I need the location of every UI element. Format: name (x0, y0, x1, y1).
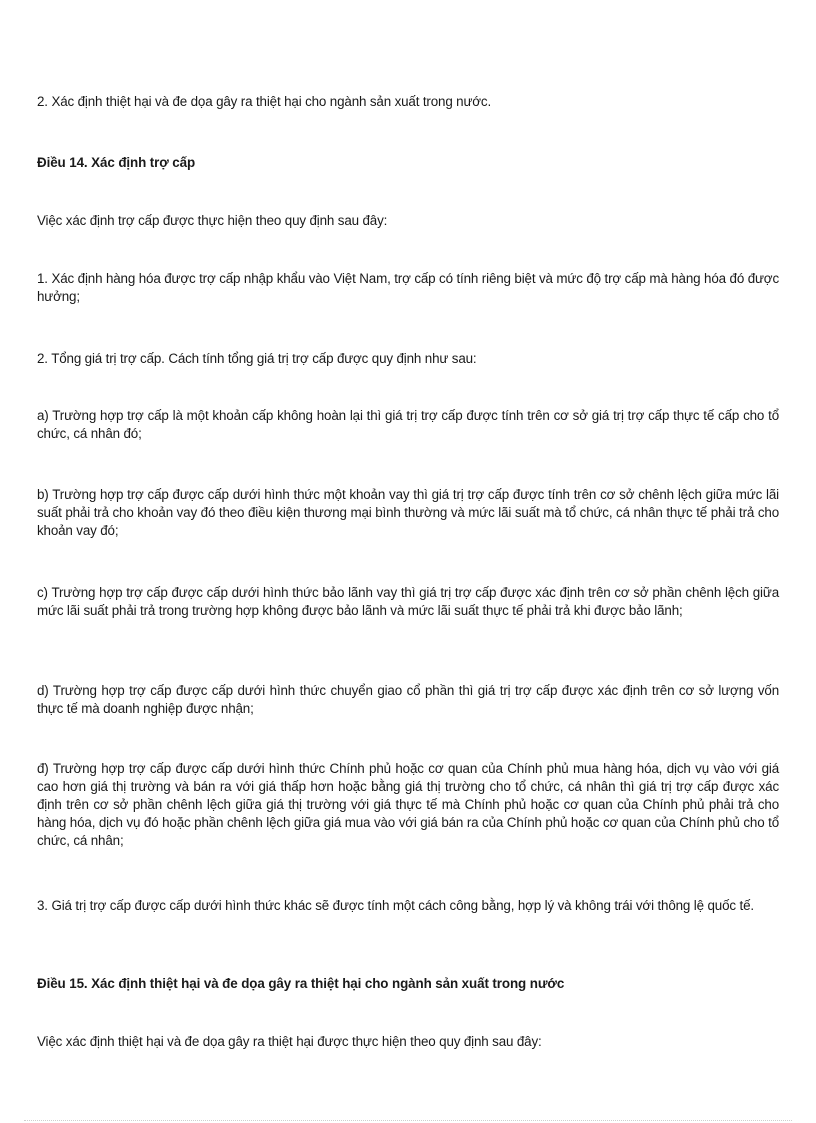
paragraph-item-2: 2. Xác định thiệt hại và đe dọa gây ra thiệt hại cho ngành sản xuất trong nước. (37, 94, 492, 109)
paragraph-point-a: a) Trường hợp trợ cấp là một khoản cấp không hoàn lại thì giá trị trợ cấp được tính trên cơ sở giá trị trợ cấp thực tế cấp cho tổ chức, cá nhân đó; (37, 408, 779, 441)
paragraph-point-b: b) Trường hợp trợ cấp được cấp dưới hình thức một khoản vay thì giá trị trợ cấp được tính trên cơ sở chênh lệch giữa mức lãi suất phải trả cho khoản vay đó theo điều kiện thương mại bình thường và mức lãi suất mà tổ chức, cá nhân thực tế phải trả cho khoản vay đó; (37, 487, 779, 538)
paragraph-article-15-intro: Việc xác định thiệt hại và đe dọa gây ra thiệt hại được thực hiện theo quy định sau đây: (37, 1034, 542, 1049)
page-bottom-divider (24, 1120, 792, 1121)
paragraph-point-d: d) Trường hợp trợ cấp được cấp dưới hình thức chuyển giao cổ phần thì giá trị trợ cấp được xác định trên cơ sở lượng vốn thực tế mà doanh nghiệp được nhận; (37, 683, 779, 716)
paragraph-item-1: 1. Xác định hàng hóa được trợ cấp nhập khẩu vào Việt Nam, trợ cấp có tính riêng biệt và mức độ trợ cấp mà hàng hóa đó được hưởng; (37, 271, 779, 304)
paragraph-item-2-total: 2. Tổng giá trị trợ cấp. Cách tính tổng giá trị trợ cấp được quy định như sau: (37, 351, 477, 366)
paragraph-item-3: 3. Giá trị trợ cấp được cấp dưới hình thức khác sẽ được tính một cách công bằng, hợp lý và không trái với thông lệ quốc tế. (37, 898, 754, 913)
paragraph-intro: Việc xác định trợ cấp được thực hiện theo quy định sau đây: (37, 213, 388, 228)
paragraph-point-dd: đ) Trường hợp trợ cấp được cấp dưới hình thức Chính phủ hoặc cơ quan của Chính phủ mua hàng hóa, dịch vụ vào với giá cao hơn giá thị trường và bán ra với giá thấp hơn hoặc bằng giá thị trường cho tổ chức, cá nhân thì giá trị trợ cấp được xác định trên cơ sở phần chênh lệch giữa giá thị trường với giá thực tế mà Chính phủ hoặc cơ quan của Chính phủ phải trả cho hàng hóa, dịch vụ đó hoặc phần chênh lệch giữa giá mua vào với giá bán ra của Chính phủ hoặc cơ quan của Chính phủ cho tổ chức, cá nhân; (37, 761, 779, 848)
paragraph-point-c: c) Trường hợp trợ cấp được cấp dưới hình thức bảo lãnh vay thì giá trị trợ cấp được xác định trên cơ sở phần chênh lệch giữa mức lãi suất phải trả trong trường hợp không được bảo lãnh và mức lãi suất thực tế phải trả khi được bảo lãnh; (37, 585, 779, 618)
article-15-heading: Điều 15. Xác định thiệt hại và đe dọa gây ra thiệt hại cho ngành sản xuất trong nước (37, 976, 565, 991)
article-14-heading: Điều 14. Xác định trợ cấp (37, 155, 196, 170)
